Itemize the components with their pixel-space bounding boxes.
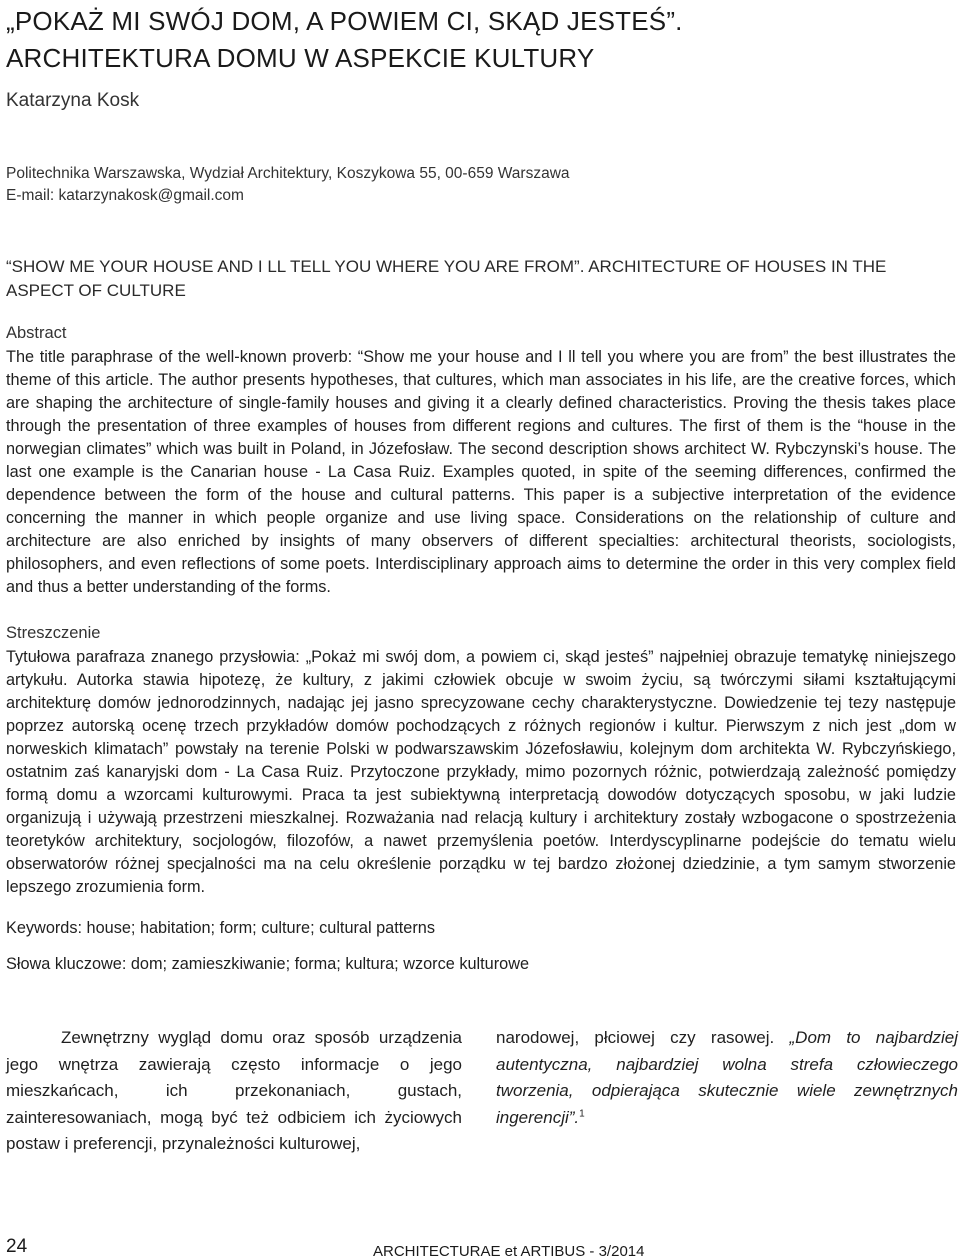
abstract-text: The title paraphrase of the well-known proverb: “Show me your house and I ll tell you where you are from” the best illustrates the theme of this article. The author presents hypotheses, that cultures, which man associates in his life, are the creative forces, which are shaping the architecture of single-family houses and giving it a clearly defined characteristics. Proving the thesis takes place through the presentation of three examples of houses from different regions and cultures. The first of them is the “house in the norwegian climates” which was built in Poland, in Józefosław. The second description shows architect W. Rybczynski’s house. The last one example is the Canarian house - La Casa Ruiz. Examples quoted, in spite of the seeming differences, confirmed the dependence between the form of the house and cultural patterns. This paper is a subjective interpretation of the evidence concerning the manner in which people organize and use living space. Considerations on the relationship of culture and architecture are also enriched by insights of many observers of different specialties: architectural theorists, sociologists, philosophers, and even reflections of some poets. Interdisciplinary approach aims to determine the order in this very complex field and thus a better understanding of the forms. xyxy=(6,348,956,596)
journal-footer: ARCHITECTURAE et ARTIBUS - 3/2014 xyxy=(373,1243,645,1260)
streszczenie-heading: Streszczenie xyxy=(6,624,101,642)
page-number: 24 xyxy=(6,1236,28,1257)
slowa-kluczowe: Słowa kluczowe: dom; zamieszkiwanie; forma; kultura; wzorce kulturowe xyxy=(6,955,530,973)
body-column-right xyxy=(496,1025,958,1131)
body-column-left: Zewnętrzny wygląd domu oraz sposób urządzenia jego wnętrza zawierają często informacje o jego mieszkańcach, ich przekonaniach, gustach, zainteresowaniach, mogą być też odbiciem ich życiowych postaw i preferencji, przynależności kulturowej, xyxy=(6,1028,462,1153)
body-right-quote: „Dom to najbardziej autentyczna, najbardziej wolna strefa człowieczego tworzenia, odpierająca skutecznie wiele zewnętrznych ingerencji”. xyxy=(496,1028,958,1127)
english-title: “SHOW ME YOUR HOUSE AND I LL TELL YOU WHERE YOU ARE FROM”. ARCHITECTURE OF HOUSES IN THE ASPECT OF CULTURE xyxy=(6,257,887,300)
author-affiliation xyxy=(6,163,956,207)
streszczenie-text: Tytułowa parafraza znanego przysłowia: „Pokaż mi swój dom, a powiem ci, skąd jesteś” najpełniej obrazuje tematykę niniejszego artykułu. Autorka stawia hipotezę, że kultury, z jakimi człowiek obcuje w swoim życiu, są twórczymi siłami kształtującymi architekturę domów jednorodzinnych, nadając jej jasno sprecyzowane cechy charakterystyczne. Dowiedzenie tej tezy następuje poprzez autorską ocenę trzech przykładów domów pochodzących z różnych regionów i kultur. Pierwszym z nich jest „dom w norweskich klimatach” powstały na terenie Polski w podwarszawskim Józefosławiu, kolejnym dom architekta W. Rybczyńskiego, ostatnim zaś kanaryjski dom - La Casa Ruiz. Przytoczone przykłady, mimo pozornych różnic, potwierdzają zależność pomiędzy formą domu a wzorcami kulturowymi. Praca ta jest subiektywną interpretacją dowodów dotyczących sposobu, w jaki ludzie organizują i używają przestrzeni mieszkalnej. Rozważania nad relacją kultury i architektury zostały wzbogacone o spostrzeżenia teoretyków architektury, socjologów, filozofów, a nawet przemyślenia poetów. Interdyscyplinarne podejście do tematu wielu obserwatorów różnej specjalności ma na celu określenie porządku w tej bardzo złożonej dziedzinie, a tym samym stworzenie lepszego zrozumienia form. xyxy=(6,648,956,896)
title-line-1: „POKAŻ MI SWÓJ DOM, A POWIEM CI, SKĄD JESTEŚ”. xyxy=(6,6,683,36)
abstract-heading: Abstract xyxy=(6,324,67,342)
footnote-ref[interactable]: 1 xyxy=(579,1107,585,1119)
author-name: Katarzyna Kosk xyxy=(6,90,140,111)
paper-title xyxy=(6,3,956,77)
body-right-plain: narodowej, płciowej czy rasowej. xyxy=(496,1028,790,1047)
affiliation-line: Politechnika Warszawska, Wydział Architektury, Koszykowa 55, 00-659 Warszawa xyxy=(6,165,570,182)
email-line: E-mail: katarzynakosk@gmail.com xyxy=(6,187,244,204)
keywords: Keywords: house; habitation; form; culture; cultural patterns xyxy=(6,919,435,937)
title-line-2: ARCHITEKTURA DOMU W ASPEKCIE KULTURY xyxy=(6,43,595,73)
